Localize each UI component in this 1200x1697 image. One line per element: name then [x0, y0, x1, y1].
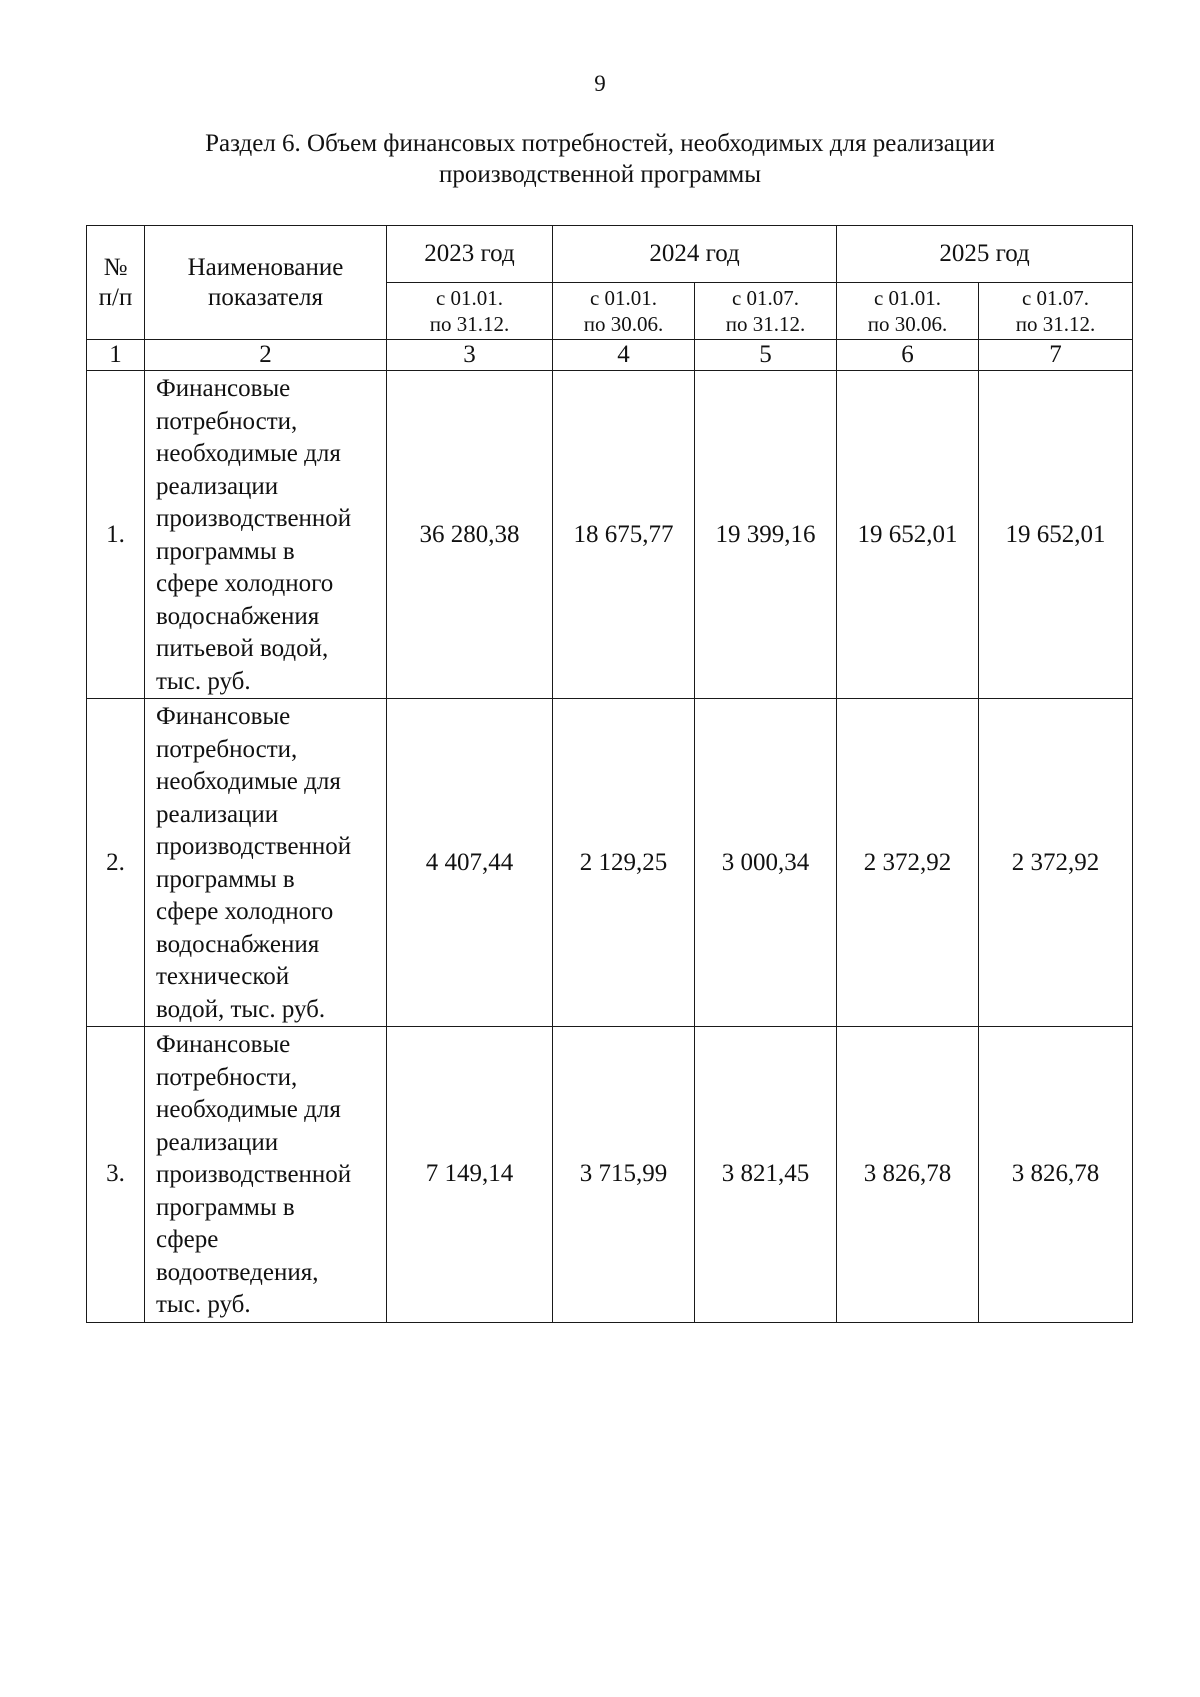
- indicator-name-line: Финансовые: [156, 1031, 291, 1058]
- period-from: с 01.01.: [873, 286, 942, 310]
- indicator-name-line: программы в: [156, 865, 295, 893]
- value-cell: 3 826,78: [837, 1027, 979, 1323]
- section-title: [100, 128, 1100, 190]
- indicator-name-line: потребности,: [156, 1063, 298, 1091]
- indicator-name-line: программы в: [156, 1193, 295, 1221]
- indicator-name-line: потребности,: [156, 407, 298, 435]
- value-cell: 2 372,92: [979, 699, 1133, 1027]
- header-num-line-2: п/п: [98, 283, 133, 311]
- period-from: с 01.07.: [731, 286, 800, 310]
- indicator-name-line: потребности,: [156, 735, 298, 763]
- column-number: 6: [837, 340, 979, 371]
- table-body: [87, 371, 1133, 1323]
- indicator-name-line: программы в: [156, 537, 295, 565]
- page-number: 9: [594, 71, 606, 96]
- indicator-name-line: Финансовые: [156, 703, 291, 730]
- header-period-2023: [387, 283, 553, 340]
- period-to: по 30.06.: [867, 312, 948, 336]
- indicator-name-line: сфере холодного: [156, 898, 334, 925]
- indicator-name-line: водой, тыс. руб.: [156, 995, 326, 1023]
- period-from: с 01.07.: [1021, 286, 1090, 310]
- indicator-name: [145, 371, 387, 699]
- column-number: 3: [387, 340, 553, 371]
- indicator-name-line: реализации: [156, 1128, 279, 1156]
- value-cell: 3 000,34: [695, 699, 837, 1027]
- indicator-name-line: тыс. руб.: [156, 667, 251, 695]
- column-number: 7: [979, 340, 1133, 371]
- financial-needs-table: [86, 225, 1133, 1323]
- row-number: 3.: [87, 1027, 145, 1323]
- header-period-2024-h1: [553, 283, 695, 340]
- header-year-2024: 2024 год: [553, 226, 837, 283]
- value-cell: 2 372,92: [837, 699, 979, 1027]
- indicator-name-line: необходимые для: [156, 768, 341, 795]
- indicator-name-line: производственной: [156, 833, 352, 860]
- section-title-line-2: производственной программы: [438, 161, 762, 188]
- header-row-years: [87, 226, 1133, 283]
- period-to: по 31.12.: [725, 312, 806, 336]
- indicator-name-line: водоотведения,: [156, 1258, 319, 1286]
- section-title-line-1: Раздел 6. Объем финансовых потребностей, необходимых для реализации: [205, 130, 995, 157]
- value-cell: 3 821,45: [695, 1027, 837, 1323]
- column-number: 1: [87, 340, 145, 371]
- header-period-2025-h2: [979, 283, 1133, 340]
- indicator-name-line: технической: [156, 963, 290, 990]
- indicator-name-line: реализации: [156, 800, 279, 828]
- period-from: с 01.01.: [589, 286, 658, 310]
- table-row: [87, 371, 1133, 699]
- header-name-col: [145, 226, 387, 340]
- indicator-name-line: водоснабжения: [156, 930, 320, 958]
- indicator-name-line: сфере холодного: [156, 570, 334, 597]
- header-period-2024-h2: [695, 283, 837, 340]
- row-number: 1.: [87, 371, 145, 699]
- period-to: по 30.06.: [583, 312, 664, 336]
- value-cell: 36 280,38: [387, 371, 553, 699]
- value-cell: 19 652,01: [979, 371, 1133, 699]
- indicator-name-line: необходимые для: [156, 440, 341, 467]
- column-number: 4: [553, 340, 695, 371]
- column-number: 2: [145, 340, 387, 371]
- indicator-name-line: сфере: [156, 1226, 219, 1253]
- header-num-col: [87, 226, 145, 340]
- period-to: по 31.12.: [1015, 312, 1096, 336]
- indicator-name-line: тыс. руб.: [156, 1291, 251, 1318]
- table-row: [87, 699, 1133, 1027]
- header-year-2025: 2025 год: [837, 226, 1133, 283]
- period-from: с 01.01.: [435, 286, 504, 310]
- header-num-line-1: №: [103, 253, 128, 281]
- header-period-2025-h1: [837, 283, 979, 340]
- value-cell: 19 652,01: [837, 371, 979, 699]
- indicator-name-line: Финансовые: [156, 375, 291, 402]
- header-name-line-1: Наименование: [187, 253, 344, 281]
- indicator-name-line: необходимые для: [156, 1096, 341, 1123]
- period-to: по 31.12.: [429, 312, 510, 336]
- value-cell: 4 407,44: [387, 699, 553, 1027]
- value-cell: 3 715,99: [553, 1027, 695, 1323]
- indicator-name-line: производственной: [156, 505, 352, 532]
- header-row-column-numbers: [87, 340, 1133, 371]
- indicator-name-line: водоснабжения: [156, 602, 320, 630]
- indicator-name-line: питьевой водой,: [156, 635, 329, 662]
- header-name-line-2: показателя: [207, 283, 324, 311]
- value-cell: 3 826,78: [979, 1027, 1133, 1323]
- table-row: [87, 1027, 1133, 1323]
- indicator-name-line: производственной: [156, 1161, 352, 1188]
- header-year-2023: 2023 год: [387, 226, 553, 283]
- value-cell: 18 675,77: [553, 371, 695, 699]
- column-number: 5: [695, 340, 837, 371]
- value-cell: 19 399,16: [695, 371, 837, 699]
- value-cell: 2 129,25: [553, 699, 695, 1027]
- indicator-name: [145, 699, 387, 1027]
- value-cell: 7 149,14: [387, 1027, 553, 1323]
- indicator-name: [145, 1027, 387, 1323]
- row-number: 2.: [87, 699, 145, 1027]
- indicator-name-line: реализации: [156, 472, 279, 500]
